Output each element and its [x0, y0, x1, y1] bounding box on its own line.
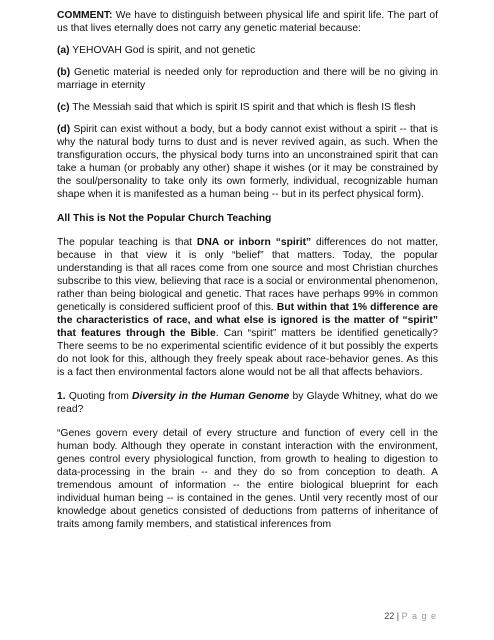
- page-body: [57, 9, 438, 540]
- popular-text-3: . Can “spirit” matters be identified genetically? There seems to be no experimental scientific evidence of it but possibly the experts do not look for this, although they freely speak about race-behavior genes. As this is a fact then environmental factors alone would not be all that affects behaviors.: [57, 328, 438, 378]
- point-b-text: Genetic material is needed only for reproduction and there will be no giving in marriage in eternity: [57, 67, 438, 91]
- quote-intro-paragraph: [57, 390, 438, 416]
- page-footer: [384, 611, 437, 621]
- popular-teaching-paragraph: [57, 236, 438, 379]
- page-word: P a g e: [401, 611, 437, 621]
- point-d-text: Spirit can exist without a body, but a body cannot exist without a spirit -- that is why the natural body turns to dust and is never revived again, as such. When the transfiguration occurs, the physical body turns into an unconstrained spirit that can take a human (or probably any other) shape it wishes (or it may be constrained by the soul/personality to take only its own formerly, individual, recognizable human shape when it is manifested as a human being -- but in its perfect physical form).: [57, 124, 438, 200]
- point-c: [57, 101, 438, 114]
- point-b-label: (b): [57, 67, 71, 78]
- point-a-text: YEHOVAH God is spirit, and not genetic: [69, 45, 256, 56]
- quote-intro-text-1: Quoting from: [65, 391, 133, 402]
- popular-bold-1: DNA or inborn “spirit”: [196, 237, 312, 248]
- popular-text-2: differences do not matter, because in that view it is only “belief” that matters. Today, the popular understanding is that all races come from one source and most Christian churches subscribe to this view, believing that race is a social or environmental phenomenon, rather than being biological and genetic. That races have perhaps 99% in common genetically is considered sufficient proof of this.: [57, 237, 438, 313]
- comment-paragraph: [57, 9, 438, 35]
- comment-text: We have to distinguish between physical life and spirit life. The part of us that lives eternally does not carry any genetic material because:: [57, 10, 438, 34]
- point-a: [57, 44, 438, 57]
- section-heading: All This is Not the Popular Church Teaching: [57, 213, 272, 224]
- quote-paragraph: “Genes govern every detail of every structure and function of every cell in the human body. Although they operate in constant interaction with the environment, genes control every physiological function, from growth to healing to digestion to data-processing in the brain -- and they do so from conception to death. A tremendous amount of information -- the entire biological blueprint for each individual human being -- is contained in the genes. Until very recently most of our knowledge about genetics consisted of deductions from patterns of inheritance of traits among family members, and statistical inferences from: [57, 428, 438, 530]
- page-number: 22: [384, 611, 395, 621]
- popular-text-1: The popular teaching is that: [57, 237, 197, 248]
- quote-intro-number: 1.: [57, 391, 66, 402]
- footer-separator: |: [394, 611, 402, 621]
- popular-bold-2: But within that 1% difference are the characteristics of race, and what else is ignored is the matter of “spirit” that features through the Bible: [57, 302, 438, 339]
- point-c-label: (c): [57, 102, 70, 113]
- point-b: [57, 66, 438, 92]
- point-d: [57, 123, 438, 201]
- point-d-label: (d): [57, 124, 71, 135]
- point-a-label: (a): [57, 45, 70, 56]
- book-title: Diversity in the Human Genome: [132, 391, 290, 402]
- quote-intro-text-2: by Glayde Whitney, what do we read?: [57, 391, 438, 415]
- point-c-text: The Messiah said that which is spirit IS spirit and that which is flesh IS flesh: [69, 102, 416, 113]
- comment-label: COMMENT:: [57, 10, 113, 21]
